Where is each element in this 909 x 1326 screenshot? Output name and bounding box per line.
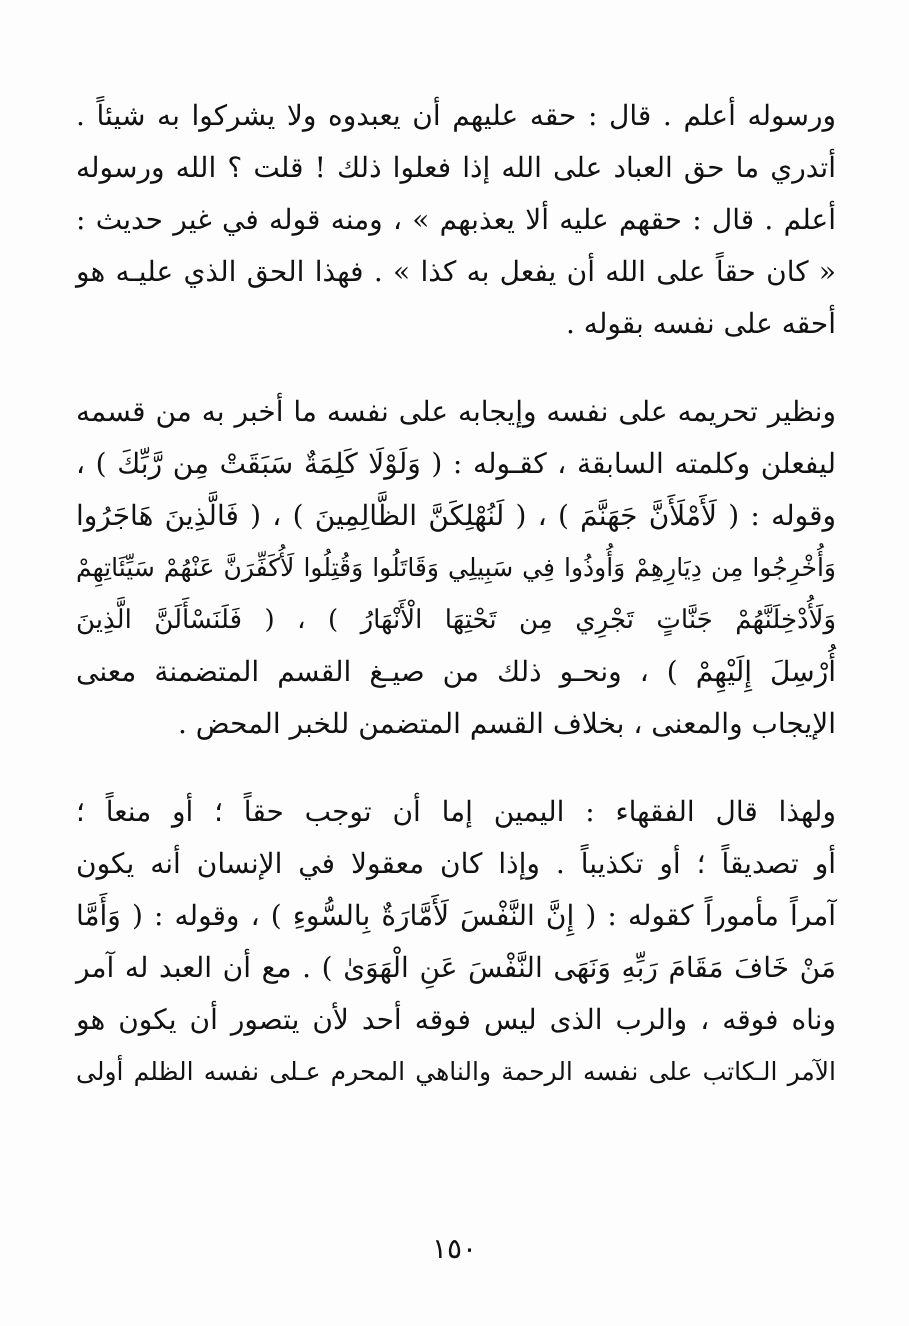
text-line: وناه فوقه ، والرب الذى ليس فوقه أحد لأن يتصور أن يكون هو bbox=[76, 1003, 836, 1036]
quran-line: وَلَأُدْخِلَنَّهُمْ جَنَّاتٍ تَجْرِي مِن تَحْتِهَا الْأَنْهَارُ ) ، ( فَلَنَسْأَلَنَّ الَّذِينَ bbox=[76, 605, 836, 635]
text-line: أعلم . قال : حقهم عليه ألا يعذبهم » ، ومنه قوله في غير حديث : bbox=[76, 203, 836, 236]
quran-line: وَأُخْرِجُوا مِن دِيَارِهِمْ وَأُوذُوا فِي سَبِيلِي وَقَاتَلُوا وَقُتِلُوا لَأُكَفِّرَنَّ عَنْهُمْ سَيِّئَاتِهِمْ bbox=[76, 553, 836, 582]
text-line: أو تصديقاً ؛ أو تكذيباً . وإذا كان معقولا في الإنسان أنه يكون bbox=[76, 847, 836, 880]
text-line: ليفعلن وكلمته السابقة ، كقـوله : ( وَلَوْلَا كَلِمَةٌ سَبَقَتْ مِن رَّبِّكَ ) ، bbox=[76, 447, 836, 480]
text-line: آمراً مأموراً كقوله : ( إِنَّ النَّفْسَ لَأَمَّارَةٌ بِالسُّوءِ ) ، وقوله : ( وَأَمَّا bbox=[76, 899, 836, 932]
text-line: ولهذا قال الفقهاء : اليمين إما أن توجب حقاً ؛ أو منعاً ؛ bbox=[76, 795, 836, 828]
page-number: ١٥٠ bbox=[431, 1232, 478, 1265]
text-line: أحقه على نفسه بقوله . bbox=[566, 307, 836, 340]
paragraph-1 bbox=[76, 90, 836, 350]
text-line: الآمر الـكاتب على نفسه الرحمة والناهي المحرم عـلى نفسه الظلم أولى bbox=[76, 1057, 836, 1086]
text-line: أتدري ما حق العباد على الله إذا فعلوا ذلك ! قلت ؟ الله ورسوله bbox=[76, 151, 836, 184]
text-line: وقوله : ( لَأَمْلَأَنَّ جَهَنَّمَ ) ، ( لَنُهْلِكَنَّ الظَّالِمِينَ ) ، ( فَالَّذِينَ هَاجَرُوا bbox=[76, 499, 836, 532]
text-line: « كان حقاً على الله أن يفعل به كذا » . فهذا الحق الذي عليـه هو bbox=[76, 255, 836, 288]
body-text bbox=[76, 90, 836, 1098]
paragraph-2 bbox=[76, 386, 836, 750]
paragraph-3 bbox=[76, 786, 836, 1098]
text-line: مَنْ خَافَ مَقَامَ رَبِّهِ وَنَهَى النَّفْسَ عَنِ الْهَوَىٰ ) . مع أن العبد له آمر bbox=[76, 951, 836, 984]
text-line: ورسوله أعلم . قال : حقه عليهم أن يعبدوه ولا يشركوا به شيئاً . bbox=[76, 99, 836, 132]
text-line: ونظير تحريمه على نفسه وإيجابه على نفسه ما أخبر به من قسمه bbox=[76, 395, 836, 428]
text-line: الإيجاب والمعنى ، بخلاف القسم المتضمن للخبر المحض . bbox=[177, 707, 836, 740]
text-line: أُرْسِلَ إِلَيْهِمْ ) ، ونحـو ذلك من صيـغ القسم المتضمنة معنى bbox=[76, 655, 836, 688]
